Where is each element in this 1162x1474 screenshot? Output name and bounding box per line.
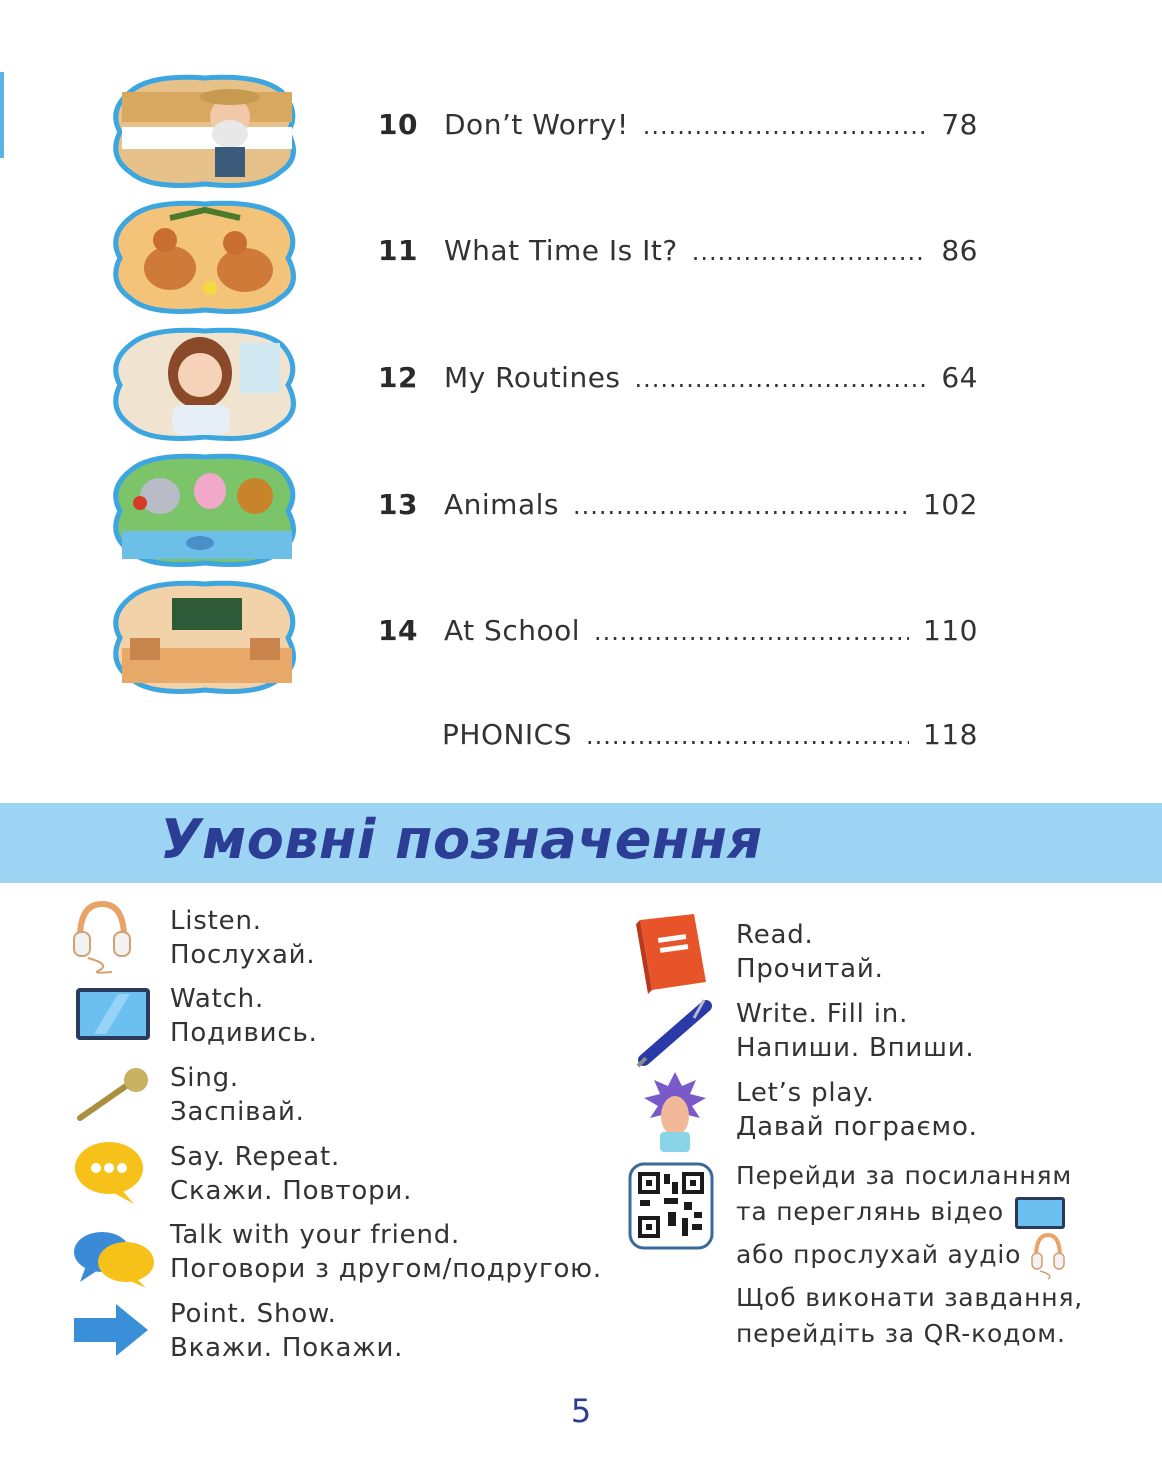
microphone-icon: [74, 1066, 152, 1124]
toc-page-number: 118: [923, 718, 978, 751]
toc-unit-title: PHONICS: [442, 718, 573, 751]
legend-en-text: Talk with your friend.: [170, 1220, 461, 1250]
pen-icon: [634, 996, 714, 1068]
toc-unit-title: What Time Is It?: [444, 234, 678, 267]
legend-ua-text: Давай пограємо.: [736, 1112, 978, 1142]
toc-leader-dots: [594, 618, 909, 646]
legend-en-text: Watch.: [170, 984, 265, 1014]
toc-leader-dots: [635, 365, 928, 393]
classroom-illustration: [110, 578, 300, 696]
legend-en-text: Sing.: [170, 1063, 239, 1093]
legend-ua-text: Послухай.: [170, 940, 316, 970]
toc-unit-title: Animals: [444, 488, 559, 521]
legend-en-text: Write. Fill in.: [736, 999, 909, 1029]
legend-read: [736, 918, 884, 986]
tablet-icon: [1013, 1195, 1067, 1231]
toc-unit-number: 13: [378, 488, 418, 521]
toc-entry[interactable]: [378, 614, 978, 654]
clapping-hands-icon: [640, 1070, 710, 1154]
toc-entry-phonics[interactable]: [378, 718, 978, 758]
headphones-icon: [70, 898, 134, 976]
qr-line-2-row: [736, 1194, 1072, 1231]
tablet-icon: [74, 986, 152, 1042]
legend-write: [736, 997, 974, 1065]
legend-listen: [170, 904, 315, 972]
legend-ua-text: Вкажи. Покажи.: [170, 1333, 404, 1363]
qr-line-2: та переглянь відео: [736, 1197, 1005, 1226]
girl-illustration: [110, 325, 300, 443]
kangaroos-illustration: [110, 198, 300, 316]
toc-leader-dots: [643, 112, 928, 140]
legend-ua-text: Поговори з другом/подругою.: [170, 1254, 602, 1284]
toc-leader-dots: [573, 492, 909, 520]
qr-line-1: Перейди за посиланням: [736, 1161, 1073, 1190]
headphones-icon: [1030, 1231, 1066, 1281]
toc-unit-title: My Routines: [444, 361, 621, 394]
legend-ua-text: Подивись.: [170, 1018, 318, 1048]
toc-entry[interactable]: [378, 361, 978, 401]
toc-page-number: 64: [941, 361, 978, 394]
qr-line-3: або прослухай аудіо: [736, 1240, 1022, 1269]
legend-ua-text: Напиши. Впиши.: [736, 1033, 975, 1063]
qr-code-icon: [628, 1162, 714, 1250]
legend-en-text: Point. Show.: [170, 1299, 337, 1329]
page-number: 5: [570, 1392, 592, 1430]
legend-title: Умовні позначення: [160, 808, 763, 871]
legend-lets-play: [736, 1076, 978, 1144]
toc-entry[interactable]: [378, 108, 978, 148]
legend-watch: [170, 982, 318, 1050]
toc-leader-dots: [586, 722, 909, 750]
legend-talk: [170, 1218, 602, 1286]
book-icon: [634, 910, 712, 996]
qr-line-3-row: [736, 1231, 1072, 1281]
toc-unit-number: 14: [378, 614, 418, 647]
toc-entry[interactable]: [378, 234, 978, 274]
edge-marker: [0, 72, 4, 158]
toc-unit-number: 11: [378, 234, 418, 267]
toc-unit-title: Don’t Worry!: [444, 108, 629, 141]
legend-say-repeat: [170, 1140, 412, 1208]
legend-sing: [170, 1061, 305, 1129]
arrow-right-icon: [72, 1302, 150, 1358]
legend-en-text: Say. Repeat.: [170, 1142, 341, 1172]
legend-qr-instructions: [736, 1158, 1072, 1281]
animals-illustration: [110, 451, 300, 569]
toc-unit-title: At School: [444, 614, 580, 647]
legend-point-show: [170, 1297, 403, 1365]
toc-leader-dots: [692, 238, 928, 266]
legend-ua-text: Скажи. Повтори.: [170, 1176, 413, 1206]
toc-page-number: 78: [941, 108, 978, 141]
toc-page-number: 86: [941, 234, 978, 267]
legend-en-text: Read.: [736, 920, 814, 950]
toc-page-number: 102: [923, 488, 978, 521]
two-speech-bubbles-icon: [72, 1226, 156, 1290]
toc-page-number: 110: [923, 614, 978, 647]
legend-en-text: Listen.: [170, 906, 262, 936]
legend-en-text: Let’s play.: [736, 1078, 875, 1108]
legend-ua-text: Заспівай.: [170, 1097, 305, 1127]
qr-note-1: Щоб виконати завдання,: [736, 1283, 1084, 1312]
toc-unit-number: 10: [378, 108, 418, 141]
qr-note-2: перейдіть за QR-кодом.: [736, 1319, 1066, 1348]
speech-bubble-icon: [72, 1140, 146, 1206]
toc-unit-number: 12: [378, 361, 418, 394]
legend-qr-note: [736, 1280, 1083, 1352]
farmer-illustration: [110, 72, 300, 190]
toc-entry[interactable]: [378, 488, 978, 528]
legend-ua-text: Прочитай.: [736, 954, 884, 984]
